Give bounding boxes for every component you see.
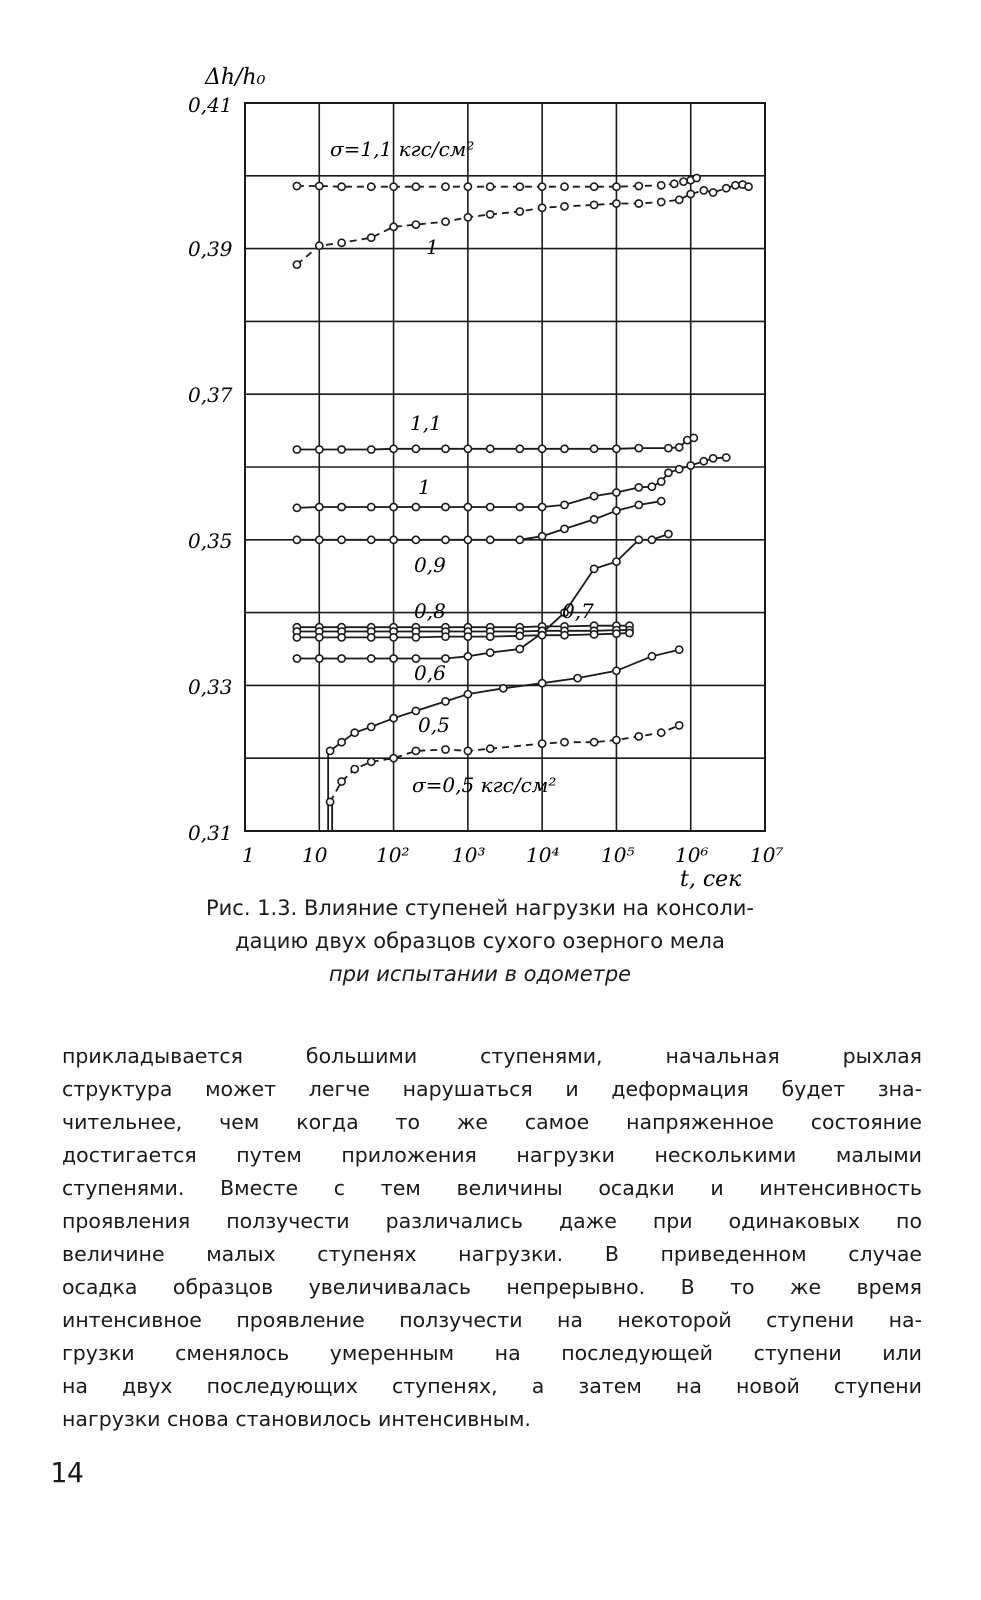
body-line: грузки сменялось умеренным на последующей ступени или <box>62 1341 922 1365</box>
data-point <box>368 446 375 453</box>
data-point <box>516 536 523 543</box>
curve-labels <box>410 235 594 737</box>
series-line-5 <box>297 534 669 659</box>
y-tick-label: 0,31 <box>188 821 233 845</box>
data-point <box>561 632 568 639</box>
data-point <box>516 645 523 652</box>
x-tick-label: 10⁷ <box>750 843 784 867</box>
data-point <box>561 525 568 532</box>
data-point <box>293 446 300 453</box>
data-point <box>613 736 620 743</box>
data-point <box>368 758 375 765</box>
data-point <box>516 632 523 639</box>
figure-caption <box>100 892 860 991</box>
data-point <box>561 183 568 190</box>
data-point <box>690 434 697 441</box>
data-point <box>368 503 375 510</box>
data-point <box>500 685 507 692</box>
data-point <box>316 536 323 543</box>
data-point <box>487 211 494 218</box>
data-point <box>293 504 300 511</box>
series-line-8 <box>297 633 630 637</box>
data-point <box>687 462 694 469</box>
data-point <box>464 214 471 221</box>
data-point <box>464 633 471 640</box>
data-point <box>327 747 334 754</box>
data-point <box>561 501 568 508</box>
data-point <box>591 739 598 746</box>
data-point <box>635 445 642 452</box>
data-point <box>635 501 642 508</box>
data-point <box>591 445 598 452</box>
data-point <box>613 445 620 452</box>
data-point <box>464 691 471 698</box>
data-point <box>293 182 300 189</box>
curve-label-0-8: 0,8 <box>414 599 446 623</box>
data-point <box>613 183 620 190</box>
data-point <box>591 631 598 638</box>
data-point <box>338 634 345 641</box>
data-point <box>390 655 397 662</box>
data-point <box>658 498 665 505</box>
data-point <box>539 740 546 747</box>
x-tick-label: 10² <box>376 843 410 867</box>
data-point <box>676 196 683 203</box>
data-point <box>338 739 345 746</box>
body-line: чительнее, чем когда то же самое напряженное состояние <box>62 1110 922 1134</box>
x-tick-label: 10 <box>302 843 328 867</box>
curve-label-1-1: 1,1 <box>410 411 442 435</box>
curve-label-0-9: 0,9 <box>414 553 446 577</box>
data-point <box>338 183 345 190</box>
data-point <box>732 182 739 189</box>
data-point <box>368 634 375 641</box>
data-point <box>635 200 642 207</box>
data-point <box>464 653 471 660</box>
data-point <box>368 655 375 662</box>
data-point <box>390 503 397 510</box>
data-point <box>648 653 655 660</box>
data-point <box>693 174 700 181</box>
x-tick-label: 10⁵ <box>601 843 635 867</box>
caption-line: Рис. 1.3. Влияние ступеней нагрузки на консоли- <box>205 896 754 920</box>
data-point <box>442 503 449 510</box>
data-point <box>390 715 397 722</box>
data-point <box>613 489 620 496</box>
data-point <box>368 234 375 241</box>
body-line: осадка образцов увеличивалась непрерывно. В то же время <box>62 1275 922 1299</box>
curve-label-1-dashed: 1 <box>426 235 439 259</box>
y-tick-labels <box>188 93 233 845</box>
data-point <box>338 536 345 543</box>
data-point <box>487 745 494 752</box>
data-point <box>613 558 620 565</box>
x-tick-label: 10⁶ <box>675 843 709 867</box>
data-point <box>464 183 471 190</box>
data-point <box>390 183 397 190</box>
data-point <box>561 445 568 452</box>
data-point <box>539 503 546 510</box>
data-point <box>464 503 471 510</box>
data-point <box>626 629 633 636</box>
data-point <box>516 445 523 452</box>
data-point <box>316 446 323 453</box>
data-point <box>613 630 620 637</box>
data-point <box>591 493 598 500</box>
data-point <box>680 178 687 185</box>
data-point <box>539 632 546 639</box>
data-point <box>293 634 300 641</box>
data-point <box>487 503 494 510</box>
data-point <box>487 633 494 640</box>
data-point <box>351 766 358 773</box>
x-tick-label: 10³ <box>452 843 486 867</box>
data-point <box>442 218 449 225</box>
data-point <box>316 242 323 249</box>
data-point <box>671 180 678 187</box>
data-point <box>442 633 449 640</box>
data-point <box>745 183 752 190</box>
body-line: структура может легче нарушаться и деформация будет зна- <box>62 1077 922 1101</box>
data-point <box>316 182 323 189</box>
data-point <box>635 733 642 740</box>
data-point <box>665 445 672 452</box>
data-point <box>723 454 730 461</box>
data-point <box>316 503 323 510</box>
data-point <box>591 516 598 523</box>
body-line: ступенями. Вместе с тем величины осадки и интенсивность <box>62 1176 922 1200</box>
data-point <box>293 655 300 662</box>
data-point <box>539 445 546 452</box>
data-point <box>687 190 694 197</box>
x-tick-label: 1 <box>242 843 255 867</box>
curve-label-1-solid: 1 <box>418 475 431 499</box>
data-point <box>368 723 375 730</box>
x-tick-label: 10⁴ <box>526 843 560 867</box>
body-line: достигается путем приложения нагрузки несколькими малыми <box>62 1143 922 1167</box>
body-line: прикладывается большими ступенями, начальная рыхлая <box>62 1044 922 1068</box>
data-point <box>561 203 568 210</box>
body-line: проявления ползучести различались даже при одинаковых по <box>62 1209 922 1233</box>
y-tick-label: 0,39 <box>188 237 233 261</box>
data-point <box>338 778 345 785</box>
data-point <box>665 530 672 537</box>
data-point <box>293 536 300 543</box>
data-point <box>710 455 717 462</box>
data-point <box>390 755 397 762</box>
data-point <box>316 655 323 662</box>
curve-label-0-6: 0,6 <box>414 661 446 685</box>
data-point <box>351 729 358 736</box>
data-point <box>516 183 523 190</box>
y-tick-label: 0,35 <box>188 529 233 553</box>
body-line: величине малых ступенях нагрузки. В приведенном случае <box>62 1242 922 1266</box>
data-point <box>442 698 449 705</box>
data-point <box>613 667 620 674</box>
data-point <box>700 458 707 465</box>
series-line-2 <box>297 438 694 450</box>
data-point <box>648 536 655 543</box>
data-point <box>390 223 397 230</box>
data-point <box>710 189 717 196</box>
caption-line: при испытании в одометре <box>328 962 632 986</box>
data-point <box>648 483 655 490</box>
data-point <box>635 182 642 189</box>
data-point <box>658 478 665 485</box>
data-point <box>368 183 375 190</box>
data-point <box>412 747 419 754</box>
data-point <box>561 739 568 746</box>
data-point <box>487 536 494 543</box>
data-point <box>442 183 449 190</box>
data-point <box>658 182 665 189</box>
data-point <box>464 747 471 754</box>
body-line: нагрузки снова становилось интенсивным. <box>62 1407 531 1431</box>
x-tick-labels <box>242 843 783 867</box>
series-line-7 <box>297 630 630 631</box>
data-point <box>442 445 449 452</box>
data-point <box>390 536 397 543</box>
data-point <box>635 536 642 543</box>
data-point <box>412 445 419 452</box>
data-point <box>591 183 598 190</box>
data-point <box>293 261 300 268</box>
caption-line: дацию двух образцов сухого озерного мела <box>235 929 725 953</box>
data-point <box>658 198 665 205</box>
y-tick-label: 0,37 <box>188 383 233 407</box>
y-tick-label: 0,41 <box>188 93 233 117</box>
plot-curves <box>293 174 752 831</box>
data-point <box>635 484 642 491</box>
data-point <box>676 444 683 451</box>
data-point <box>487 649 494 656</box>
data-point <box>316 634 323 641</box>
data-point <box>613 507 620 514</box>
data-point <box>539 680 546 687</box>
series-line-6 <box>297 626 630 628</box>
data-point <box>539 183 546 190</box>
data-point <box>412 503 419 510</box>
data-point <box>613 200 620 207</box>
data-point <box>539 204 546 211</box>
annotation-bottom: σ=0,5 кгс/см² <box>412 773 557 797</box>
data-point <box>338 655 345 662</box>
data-point <box>516 503 523 510</box>
curve-label-0-5: 0,5 <box>418 713 450 737</box>
y-axis-label: Δh/h₀ <box>205 65 266 90</box>
data-point <box>390 634 397 641</box>
data-point <box>516 208 523 215</box>
data-point <box>676 722 683 729</box>
data-point <box>676 466 683 473</box>
page-number: 14 <box>50 1456 84 1489</box>
data-point <box>487 445 494 452</box>
body-paragraph <box>62 1040 922 1436</box>
data-point <box>338 503 345 510</box>
body-line: интенсивное проявление ползучести на некоторой ступени на- <box>62 1308 922 1332</box>
data-point <box>665 469 672 476</box>
data-point <box>487 183 494 190</box>
data-point <box>442 536 449 543</box>
data-point <box>574 675 581 682</box>
data-point <box>591 201 598 208</box>
data-point <box>464 445 471 452</box>
data-point <box>658 729 665 736</box>
data-point <box>412 634 419 641</box>
data-point <box>591 565 598 572</box>
annotation-top: σ=1,1 кгс/см² <box>330 137 475 161</box>
data-point <box>442 746 449 753</box>
data-point <box>464 536 471 543</box>
body-line: на двух последующих ступенях, а затем на новой ступени <box>62 1374 922 1398</box>
data-point <box>338 446 345 453</box>
data-point <box>368 536 375 543</box>
curve-label-0-7: 0,7 <box>562 599 594 623</box>
data-point <box>412 183 419 190</box>
data-point <box>338 239 345 246</box>
data-point <box>723 185 730 192</box>
data-point <box>412 221 419 228</box>
data-point <box>700 187 707 194</box>
data-point <box>676 646 683 653</box>
data-point <box>539 533 546 540</box>
y-tick-label: 0,33 <box>188 675 233 699</box>
x-axis-label: t, сек <box>680 867 742 892</box>
data-point <box>327 798 334 805</box>
data-point <box>390 445 397 452</box>
data-point <box>412 536 419 543</box>
series-line-9 <box>330 650 679 751</box>
